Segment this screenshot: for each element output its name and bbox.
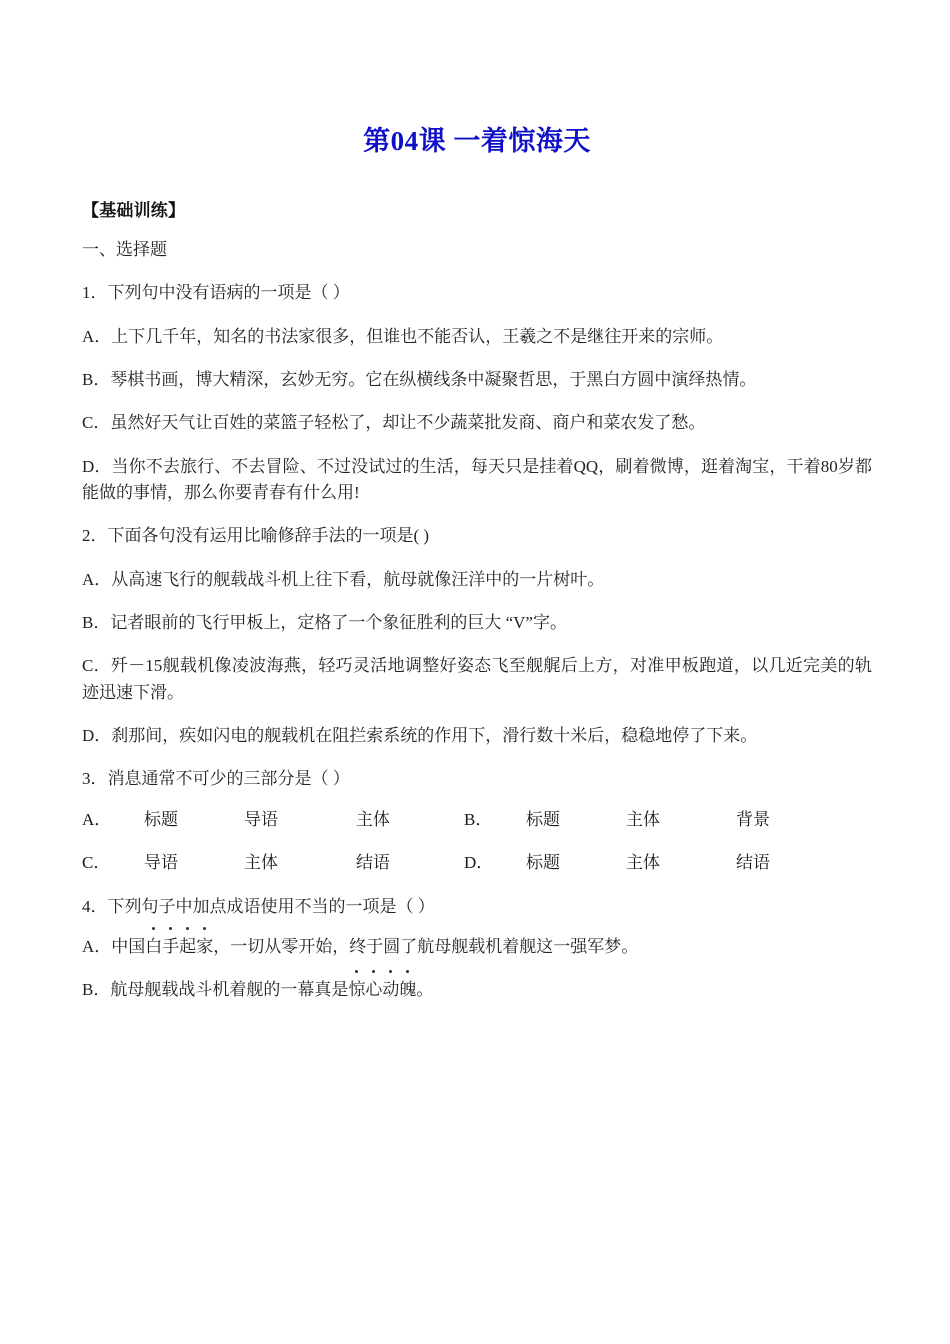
question-3-option-b-item-3: 背景: [736, 809, 770, 829]
question-4-option-a-emphasis: 白手起家: [145, 934, 213, 960]
question-3-option-b-key: B．: [464, 809, 493, 829]
question-2-option-c[interactable]: C．歼－15舰载机像凌波海燕，轻巧灵活地调整好姿态飞至舰艉后上方，对准甲板跑道，以几近完美的轨迹迅速下滑。: [82, 656, 872, 702]
question-4-option-b-text-before: 航母舰载战斗机着舰的一幕真是: [110, 980, 349, 1000]
question-3-option-d-item-3: 结语: [736, 853, 770, 873]
question-3-option-c-item-2: 主体: [244, 853, 278, 873]
page-title: 第04课 一着惊海天: [363, 126, 591, 156]
question-2-stem: 2．下面各句没有运用比喻修辞手法的一项是( ): [82, 526, 430, 546]
question-3-option-d-item-2: 主体: [626, 853, 660, 873]
question-3-option-row-ab[interactable]: [82, 807, 872, 833]
question-1-option-a[interactable]: A．上下几千年，知名的书法家很多，但谁也不能否认，王羲之不是继往开来的宗师。: [82, 326, 724, 346]
question-4-option-a-key: A．: [82, 936, 112, 956]
question-4-option-a[interactable]: [82, 934, 872, 960]
section-heading-basic-training: 【基础训练】: [82, 201, 186, 220]
question-2-option-b[interactable]: B．记者眼前的飞行甲板上，定格了一个象征胜利的巨大 “V”字。: [82, 613, 567, 633]
question-3-option-b-item-2: 主体: [626, 809, 660, 829]
question-1-option-b[interactable]: B．琴棋书画，博大精深，玄妙无穷。它在纵横线条中凝聚哲思，于黑白方圆中演绎热情。: [82, 370, 757, 390]
part-label-multiple-choice: [82, 237, 872, 263]
question-3-option-d-item-1: 标题: [526, 853, 560, 873]
question-3-option-b-item-1: 标题: [526, 809, 560, 829]
question-3-option-c-key: C．: [82, 853, 111, 873]
question-4-option-b[interactable]: [82, 977, 872, 1003]
question-2-option-d[interactable]: D．刹那间，疾如闪电的舰载机在阻拦索系统的作用下，滑行数十米后，稳稳地停了下来。: [82, 726, 758, 746]
part-label-text: 一、选择题: [82, 240, 167, 259]
question-1-option-c[interactable]: C．虽然好天气让百姓的菜篮子轻松了，却让不少蔬菜批发商、商户和菜农发了愁。: [82, 413, 706, 433]
question-3-option-d-key: D．: [464, 853, 494, 873]
question-1-option-d[interactable]: D．当你不去旅行、不去冒险、不过没试过的生活，每天只是挂着QQ，刷着微博，逛着淘宝，干着80岁都能做的事情，那么你要青春有什么用!: [82, 456, 872, 503]
question-4-option-a-text-before: 中国: [111, 936, 146, 956]
question-3-option-a-item-1: 标题: [144, 809, 178, 829]
question-3-option-c-item-3: 结语: [356, 853, 390, 873]
question-2-option-a[interactable]: A．从高速飞行的舰载战斗机上往下看，航母就像汪洋中的一片树叶。: [82, 569, 605, 589]
question-4-stem: 4．下列句子中加点成语使用不当的一项是（ ）: [82, 896, 435, 916]
question-3-option-row-cd[interactable]: [82, 850, 872, 876]
question-3-option-a-key: A．: [82, 809, 112, 829]
question-3-option-a-item-2: 导语: [244, 809, 278, 829]
questions-body: [82, 237, 872, 1021]
question-4-option-a-text-after: ，一切从零开始，终于圆了航母舰载机着舰这一强军梦。: [213, 936, 639, 956]
question-3-option-a-item-3: 主体: [356, 809, 390, 829]
question-4-option-b-emphasis: 惊心动魄: [348, 977, 416, 1003]
question-4-option-b-text-after: 。: [416, 980, 434, 1000]
question-3-stem: 3．消息通常不可少的三部分是（ ）: [82, 769, 350, 789]
question-1-stem: 1．下列句中没有语病的一项是（ ）: [82, 283, 350, 303]
question-3-option-c-item-1: 导语: [144, 853, 178, 873]
question-4-option-b-key: B．: [82, 980, 111, 1000]
